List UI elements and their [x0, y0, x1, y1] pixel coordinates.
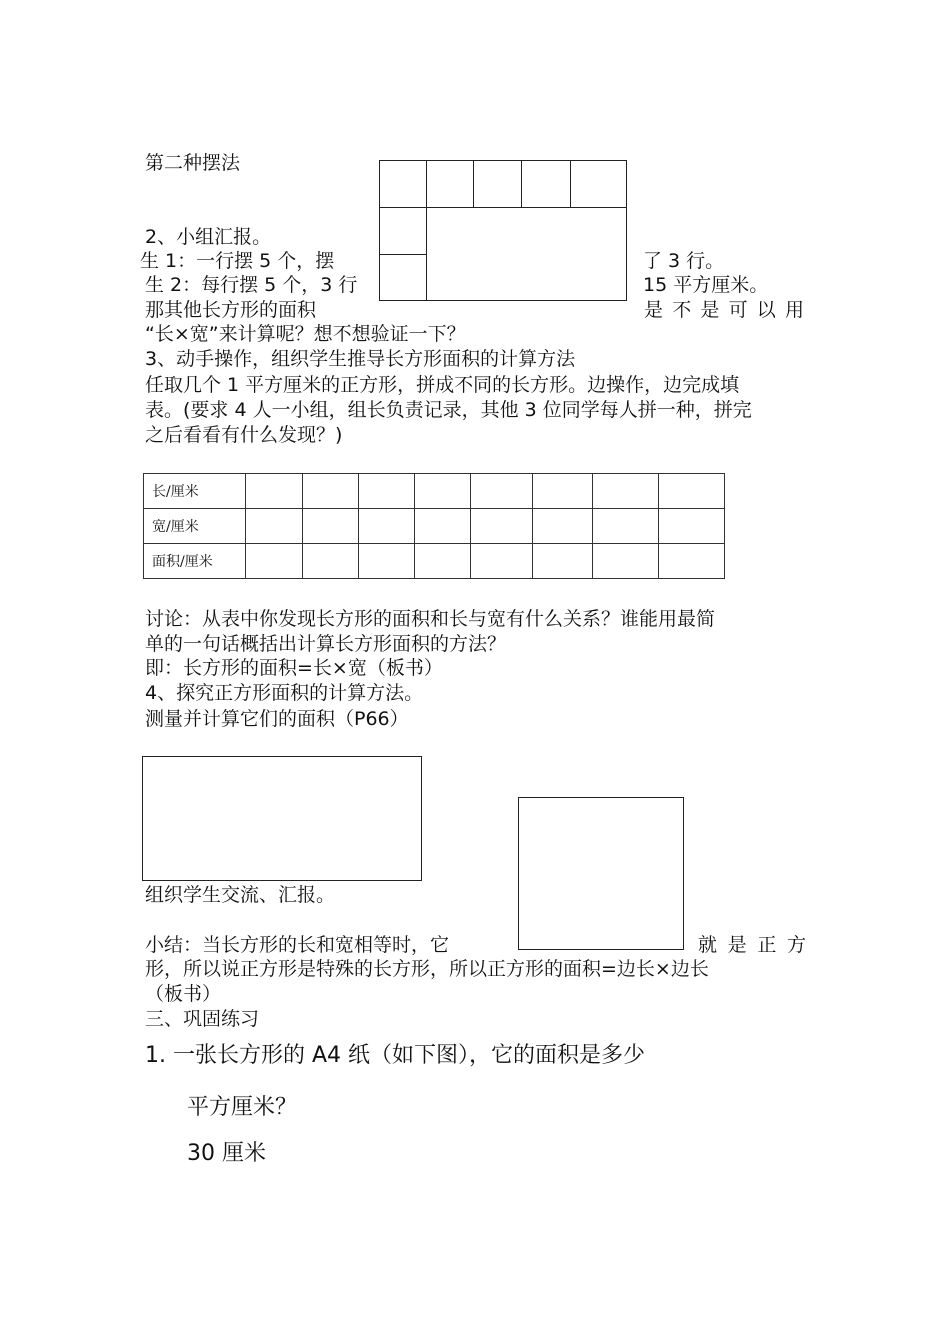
step4-title: 4、探究正方形面积的计算方法。: [145, 682, 424, 704]
student1-text-end: 了 3 行。: [643, 250, 725, 272]
table-cell[interactable]: [415, 509, 471, 544]
table-cell[interactable]: [593, 509, 659, 544]
unit-square: [379, 207, 427, 255]
table-cell[interactable]: [593, 544, 659, 579]
table-cell[interactable]: [533, 474, 593, 509]
table-cell[interactable]: [533, 544, 593, 579]
step3-text: 表。(要求 4 人一小组，组长负责记录，其他 3 位同学每人拼一种，拼完: [145, 399, 752, 421]
char: 是: [700, 299, 720, 321]
unit-square: [521, 160, 571, 208]
rectangle-formula: 即：长方形的面积=长×宽（板书）: [145, 657, 443, 679]
table-cell[interactable]: [303, 509, 359, 544]
square-figure: [518, 797, 684, 950]
table-cell[interactable]: [246, 474, 303, 509]
table-cell[interactable]: [471, 509, 533, 544]
step3-text: 之后看看有什么发现？): [145, 424, 343, 446]
exercise-1-cont: 平方厘米？: [187, 1095, 298, 1120]
table-cell[interactable]: [415, 474, 471, 509]
row-label: 长/厘米: [144, 474, 246, 509]
table-cell[interactable]: [303, 544, 359, 579]
step3-title: 3、动手操作，组织学生推导长方形面积的计算方法: [145, 348, 576, 370]
table-cell[interactable]: [303, 474, 359, 509]
summary-board: （板书）: [145, 983, 222, 1005]
table-cell[interactable]: [471, 474, 533, 509]
table-row: [144, 509, 725, 544]
discussion-text: 单的一句话概括出计算长方形面积的方法？: [145, 633, 507, 655]
table-cell[interactable]: [359, 509, 415, 544]
char: 可: [728, 299, 748, 321]
question-text: 那其他长方形的面积: [145, 299, 317, 321]
table-cell[interactable]: [659, 474, 725, 509]
char: 以: [756, 299, 776, 321]
student1-text: 生 1：一行摆 5 个，摆: [140, 250, 335, 272]
summary-text-cont: 形，所以说正方形是特殊的长方形，所以正方形的面积=边长×边长: [145, 958, 709, 980]
table-cell[interactable]: [246, 544, 303, 579]
table-cell[interactable]: [593, 474, 659, 509]
table-cell[interactable]: [659, 544, 725, 579]
char: 正: [757, 934, 777, 956]
summary-text: 小结：当长方形的长和宽相等时，它: [145, 934, 450, 956]
table-cell[interactable]: [659, 509, 725, 544]
student2-text-end: 15 平方厘米。: [643, 274, 769, 296]
table-row: [144, 474, 725, 509]
unit-square: [379, 160, 427, 208]
unit-square: [473, 160, 522, 208]
unit-square: [379, 254, 427, 301]
measurement-table: [143, 473, 725, 579]
rectangle-figure: [142, 756, 422, 881]
table-cell[interactable]: [471, 544, 533, 579]
remaining-rectangle: [426, 207, 627, 301]
exercise-1: 1. 一张长方形的 A4 纸（如下图），它的面积是多少: [145, 1043, 646, 1068]
discussion-text: 讨论：从表中你发现长方形的面积和长与宽有什么关系？谁能用最简: [145, 608, 716, 630]
question-text-cont: “长×宽”来计算呢？想不想验证一下？: [145, 323, 466, 345]
table-cell[interactable]: [359, 474, 415, 509]
section-label: 第二种摆法: [145, 152, 241, 174]
char: 不: [672, 299, 692, 321]
char: 就: [698, 934, 718, 956]
question-text-end: [644, 298, 804, 322]
table-row: [144, 544, 725, 579]
step3-text: 任取几个 1 平方厘米的正方形，拼成不同的长方形。边操作，边完成填: [145, 374, 740, 396]
table-cell[interactable]: [359, 544, 415, 579]
measure-text: 测量并计算它们的面积（P66）: [145, 708, 409, 730]
unit-square: [426, 160, 474, 208]
step2-title: 2、小组汇报。: [145, 226, 272, 248]
table-cell[interactable]: [246, 509, 303, 544]
char: 是: [727, 934, 747, 956]
organize-text: 组织学生交流、汇报。: [145, 884, 336, 906]
row-label: 宽/厘米: [144, 509, 246, 544]
table-cell[interactable]: [533, 509, 593, 544]
table-cell[interactable]: [415, 544, 471, 579]
student2-text: 生 2：每行摆 5 个，3 行: [145, 274, 358, 296]
char: 方: [786, 934, 806, 956]
row-label: 面积/厘米: [144, 544, 246, 579]
char: 用: [784, 299, 804, 321]
summary-text-end: [698, 933, 806, 957]
section3-title: 三、巩固练习: [145, 1008, 260, 1030]
dimension-label: 30 厘米: [187, 1141, 266, 1166]
char: 是: [644, 299, 664, 321]
unit-square: [570, 160, 627, 208]
